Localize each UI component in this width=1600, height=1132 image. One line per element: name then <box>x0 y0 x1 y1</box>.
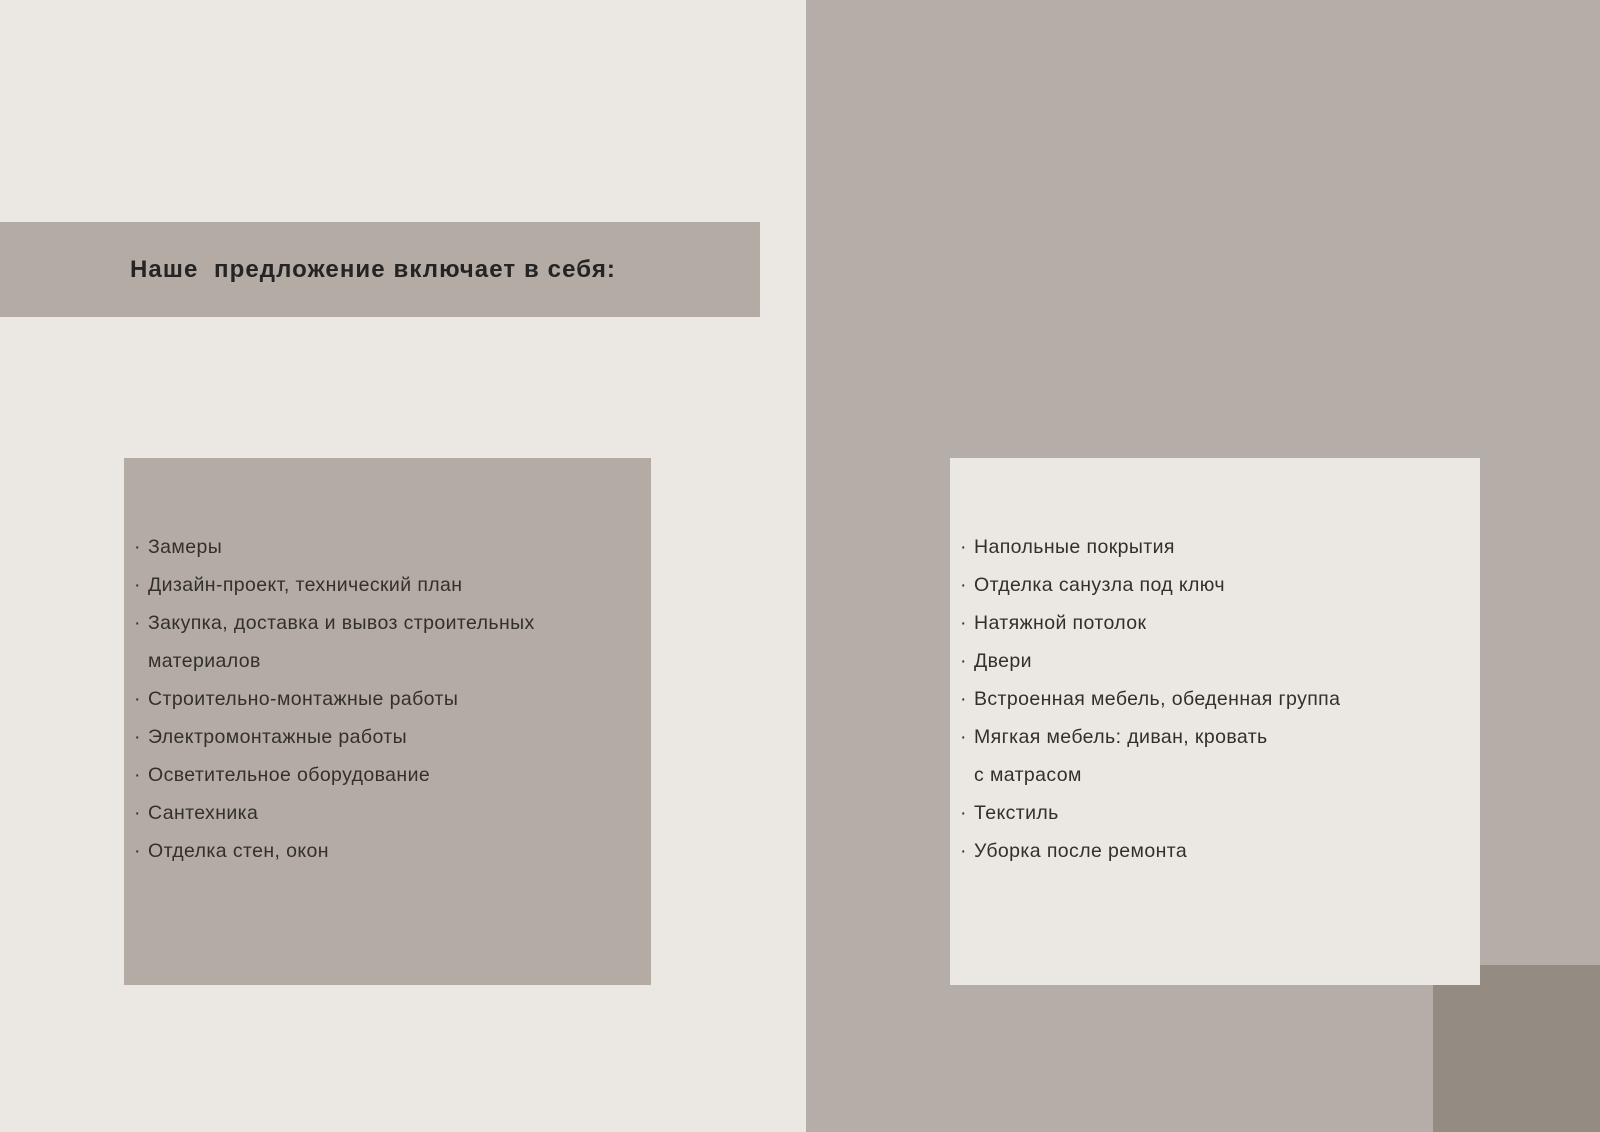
list-item-text: Отделка стен, окон <box>148 839 329 862</box>
list-item-text: Текстиль <box>974 801 1059 824</box>
page-title: Наше предложение включает в себя: <box>130 255 617 283</box>
list-item <box>960 642 1470 680</box>
list-item-text: Дизайн-проект, технический план <box>148 573 463 596</box>
list-item-text: Напольные покрытия <box>974 535 1175 558</box>
list-item <box>960 832 1470 870</box>
list-item-text: Строительно-монтажные работы <box>148 687 459 710</box>
list-item-text: Натяжной потолок <box>974 611 1147 634</box>
bullet-dot-icon: · <box>134 725 141 748</box>
list-item-text: Двери <box>974 649 1032 672</box>
list-item <box>134 832 641 870</box>
list-item-continuation <box>960 756 1470 794</box>
list-item <box>960 794 1470 832</box>
bullet-dot-icon: · <box>960 535 967 558</box>
bullet-dot-icon: · <box>960 839 967 862</box>
bullet-dot-icon: · <box>134 763 141 786</box>
list-item <box>134 794 641 832</box>
list-item <box>134 604 641 642</box>
list-item-text: с матрасом <box>974 763 1082 786</box>
list-item-text: Закупка, доставка и вывоз строительных <box>148 611 535 634</box>
list-item-text: Встроенная мебель, обеденная группа <box>974 687 1341 710</box>
corner-accent-square <box>1433 965 1600 1132</box>
bullet-dot-icon: · <box>134 687 141 710</box>
list-item <box>960 528 1470 566</box>
bullet-dot-icon: · <box>960 573 967 596</box>
list-item <box>134 680 641 718</box>
list-item-text: Отделка санузла под ключ <box>974 573 1225 596</box>
list-item <box>134 528 641 566</box>
list-item-text: материалов <box>148 649 261 672</box>
list-item-text: Уборка после ремонта <box>974 839 1188 862</box>
list-item-continuation <box>134 642 641 680</box>
list-item <box>960 718 1470 756</box>
header-band <box>0 222 760 317</box>
list-item <box>960 566 1470 604</box>
left-services-card <box>124 458 651 985</box>
list-item-text: Осветительное оборудование <box>148 763 431 786</box>
list-item-text: Мягкая мебель: диван, кровать <box>974 725 1268 748</box>
bullet-dot-icon: · <box>960 649 967 672</box>
bullet-dot-icon: · <box>134 611 141 634</box>
list-item <box>960 604 1470 642</box>
list-item-text: Электромонтажные работы <box>148 725 408 748</box>
bullet-dot-icon: · <box>134 535 141 558</box>
list-item <box>960 680 1470 718</box>
list-item-text: Сантехника <box>148 801 259 824</box>
bullet-dot-icon: · <box>960 801 967 824</box>
bullet-dot-icon: · <box>134 801 141 824</box>
list-item-text: Замеры <box>148 535 223 558</box>
list-item <box>134 566 641 604</box>
bullet-dot-icon: · <box>134 839 141 862</box>
list-item <box>134 756 641 794</box>
bullet-dot-icon: · <box>960 611 967 634</box>
right-services-card <box>950 458 1480 985</box>
bullet-dot-icon: · <box>960 687 967 710</box>
list-item <box>134 718 641 756</box>
bullet-dot-icon: · <box>134 573 141 596</box>
bullet-dot-icon: · <box>960 725 967 748</box>
